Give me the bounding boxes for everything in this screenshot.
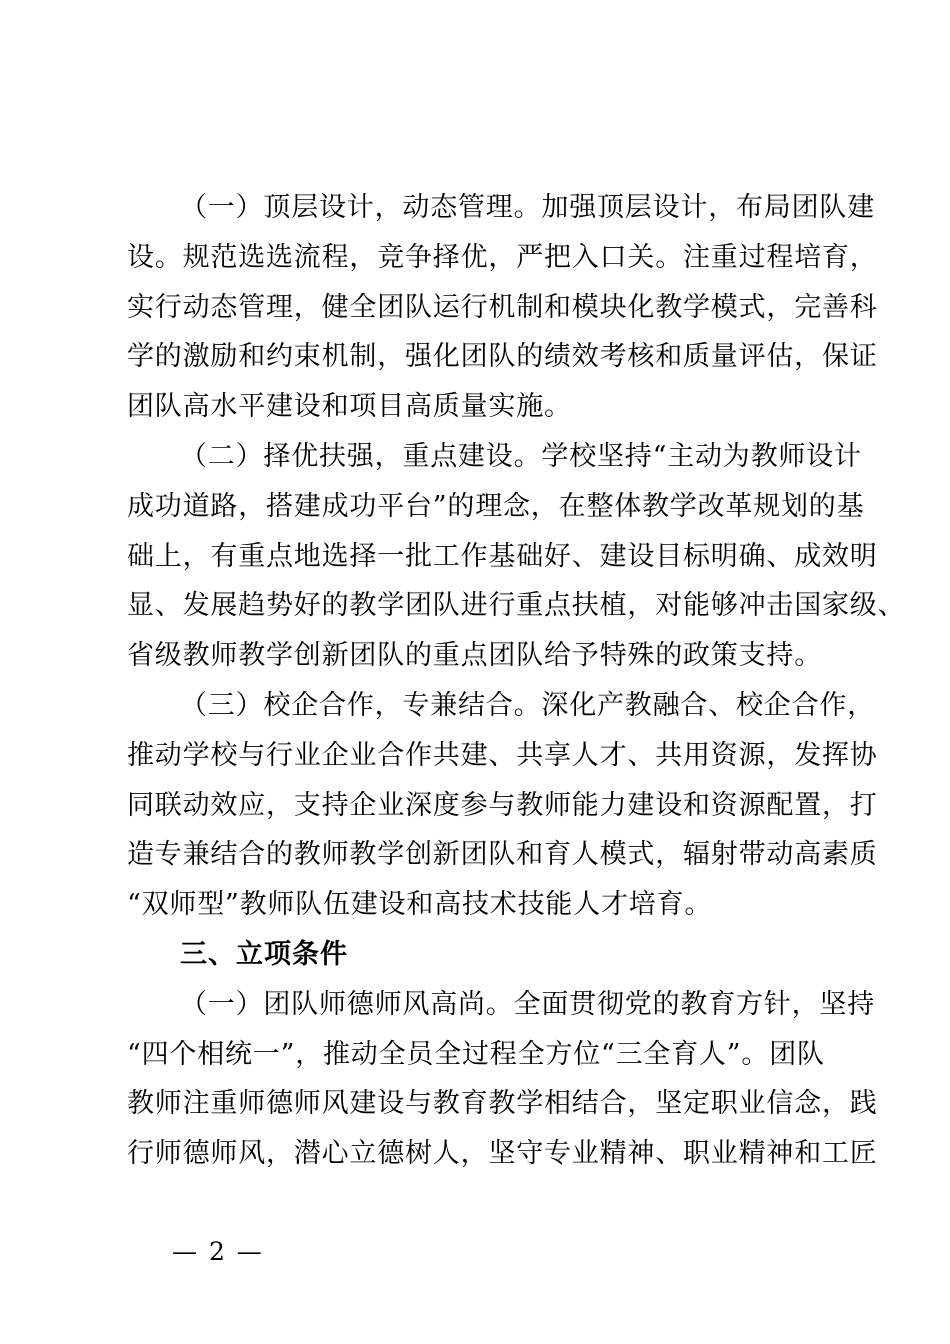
- paragraph-line: “双师型”教师队伍建设和高技术技能人才培育。: [127, 889, 713, 920]
- paragraph-line: （一）顶层设计，动态管理。加强顶层设计，布局团队建: [180, 192, 875, 223]
- paragraph-line: 实行动态管理，健全团队运行机制和模块化教学模式，完善科: [127, 292, 878, 323]
- paragraph-line: 团队高水平建设和项目高质量实施。: [127, 391, 572, 422]
- paragraph-line: 础上，有重点地选择一批工作基础好、建设目标明确、成效明: [127, 541, 878, 572]
- paragraph-line: （三）校企合作，专兼结合。深化产教融合、校企合作，: [180, 690, 875, 721]
- paragraph-line: 显、发展趋势好的教学团队进行重点扶植，对能够冲击国家级、: [127, 590, 906, 621]
- paragraph-line: 行师德师风，潜心立德树人，坚守专业精神、职业精神和工匠: [127, 1138, 878, 1169]
- paragraph-line: 省级教师教学创新团队的重点团队给予特殊的政策支持。: [127, 640, 822, 671]
- paragraph-line: 学的激励和约束机制，强化团队的绩效考核和质量评估，保证: [127, 341, 878, 372]
- paragraph-line: （二）择优扶强，重点建设。学校坚持“主动为教师设计: [180, 441, 862, 472]
- paragraph-line: 教师注重师德师风建设与教育教学相结合，坚定职业信念，践: [127, 1088, 878, 1119]
- paragraph-line: 成功道路，搭建成功平台”的理念，在整体教学改革规划的基: [127, 491, 865, 522]
- paragraph-line: “四个相统一”，推动全员全过程全方位“三全育人”。团队: [127, 1039, 825, 1070]
- section-heading: 三、立项条件: [180, 939, 348, 970]
- page-number: — 2 —: [172, 1237, 264, 1266]
- paragraph-line: （一）团队师德师风高尚。全面贯彻党的教育方针，坚持: [180, 989, 875, 1020]
- paragraph-line: 同联动效应，支持企业深度参与教师能力建设和资源配置，打: [127, 790, 878, 821]
- paragraph-line: 造专兼结合的教师教学创新团队和育人模式，辐射带动高素质: [127, 839, 878, 870]
- paragraph-line: 推动学校与行业企业合作共建、共享人才、共用资源，发挥协: [127, 740, 878, 771]
- paragraph-line: 设。规范选选流程，竞争择优，严把入口关。注重过程培育，: [127, 242, 878, 273]
